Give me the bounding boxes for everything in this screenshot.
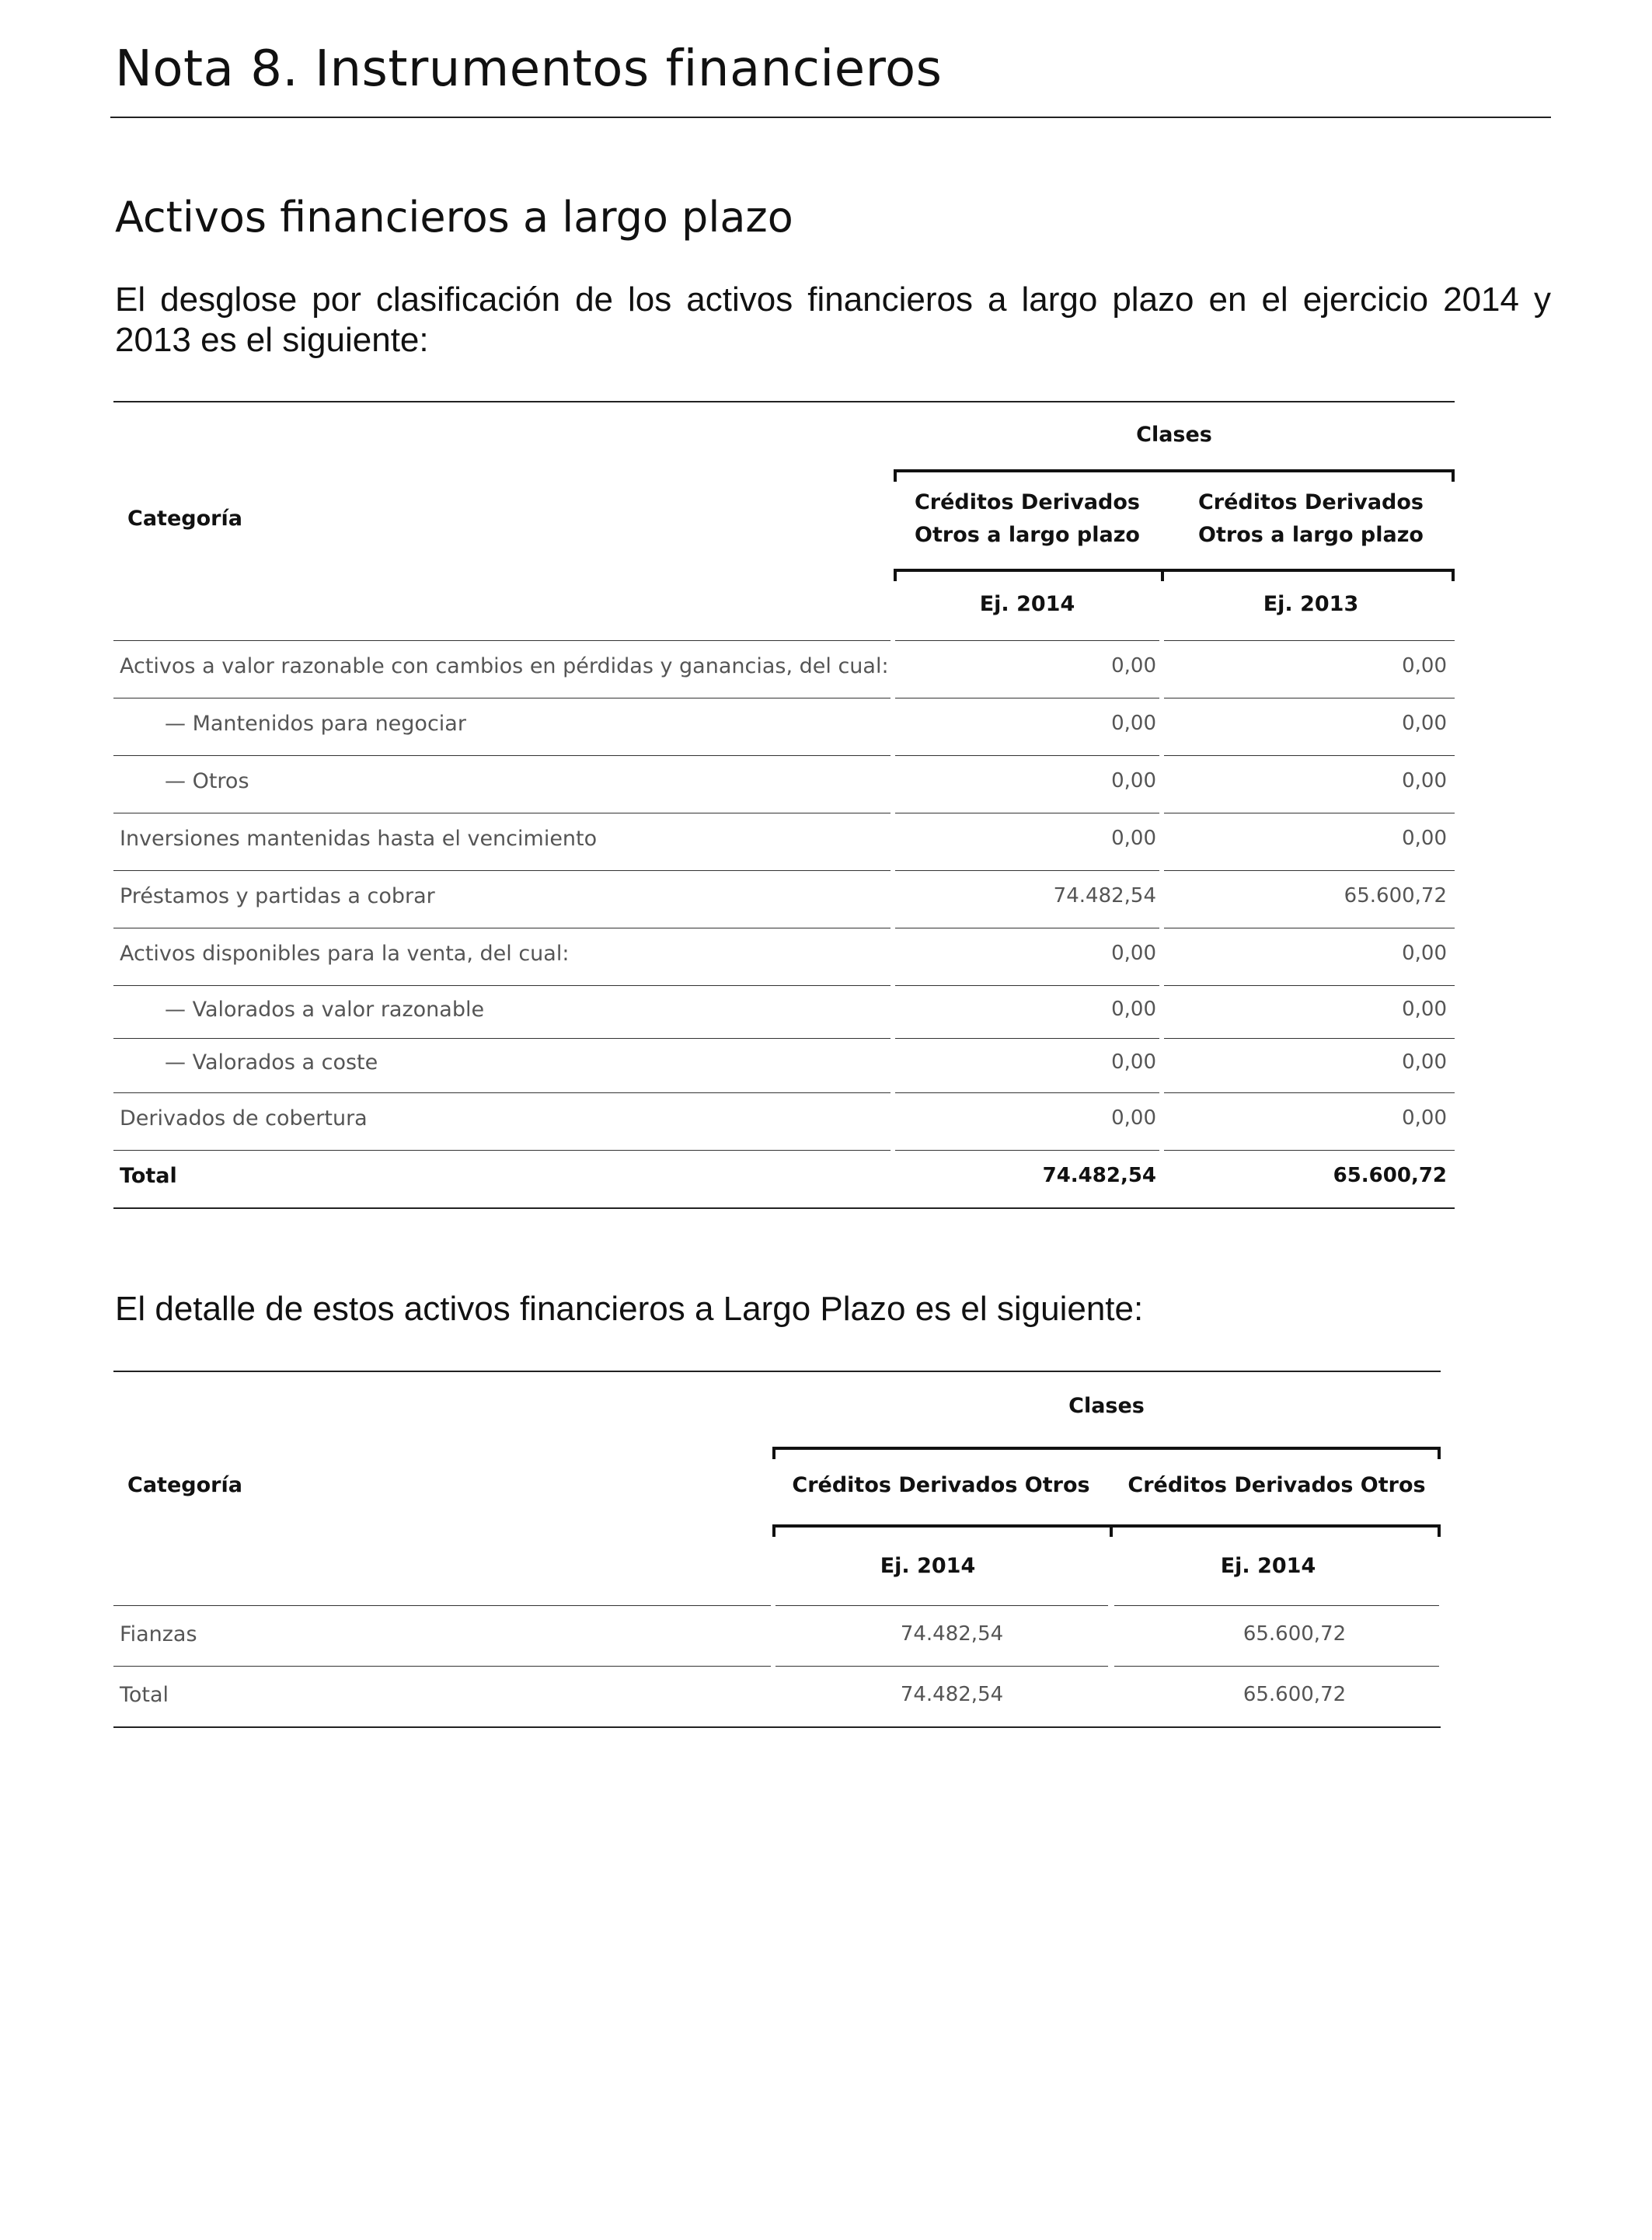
intro-paragraph: El desglose por clasificación de los activos financieros a largo plazo en el ejercicio 2014 y 2013 es el siguiente: — [115, 280, 1551, 359]
row-label: — Otros — [165, 769, 249, 793]
value-col2: 65.600,72 — [1242, 1683, 1347, 1706]
row-label: Fianzas — [120, 1622, 197, 1646]
col-header-2: Créditos Derivados Otros — [1127, 1473, 1426, 1497]
row-divider — [113, 870, 890, 871]
table-bottom-rule — [113, 1726, 1441, 1728]
row-divider — [1164, 1092, 1455, 1093]
year-header-2: Ej. 2014 — [1220, 1554, 1316, 1578]
year-bracket-split — [1110, 1524, 1113, 1537]
col-header-line1: Créditos Derivados — [1197, 490, 1424, 514]
row-label: Derivados de cobertura — [120, 1106, 368, 1130]
value-2013: 0,00 — [1402, 654, 1447, 678]
row-label: Activos disponibles para la venta, del cual: — [120, 942, 570, 966]
year-bracket — [772, 1524, 1441, 1537]
row-divider — [1164, 755, 1455, 756]
value-2014: 0,00 — [1111, 998, 1156, 1021]
value-2013: 0,00 — [1402, 712, 1447, 735]
value-2013: 0,00 — [1402, 1106, 1447, 1130]
row-divider — [895, 755, 1159, 756]
year-header-2013: Ej. 2013 — [1263, 592, 1359, 616]
total-label: Total — [120, 1164, 177, 1188]
value-2014: 0,00 — [1111, 1106, 1156, 1130]
row-label: — Mantenidos para negociar — [165, 712, 466, 736]
row-divider — [1114, 1605, 1439, 1606]
row-label: Activos a valor razonable con cambios en pérdidas y ganancias, del cual: — [120, 654, 889, 678]
value-col2: 65.600,72 — [1242, 1622, 1347, 1646]
row-divider — [113, 1038, 890, 1039]
row-divider — [113, 1092, 890, 1093]
row-divider — [113, 985, 890, 986]
value-2014: 0,00 — [1111, 769, 1156, 793]
row-divider — [775, 1666, 1108, 1667]
col-header-2014 — [894, 486, 1161, 552]
row-divider — [895, 1092, 1159, 1093]
row-label: Préstamos y partidas a cobrar — [120, 884, 435, 908]
value-2014: 0,00 — [1111, 827, 1156, 850]
row-divider — [775, 1605, 1108, 1606]
value-2013: 0,00 — [1402, 942, 1447, 965]
title-divider — [110, 117, 1551, 118]
table-bottom-rule — [113, 1207, 1455, 1209]
row-label: — Valorados a valor razonable — [165, 998, 485, 1022]
classes-bracket — [894, 469, 1455, 482]
category-header: Categoría — [127, 507, 242, 531]
row-divider — [895, 640, 1159, 641]
value-2013: 0,00 — [1402, 827, 1447, 850]
detail-paragraph: El detalle de estos activos financieros a Largo Plazo es el siguiente: — [115, 1290, 1144, 1328]
row-divider — [113, 755, 890, 756]
row-divider — [1164, 1038, 1455, 1039]
classes-header: Clases — [1136, 423, 1212, 447]
row-divider — [1164, 640, 1455, 641]
value-2014: 74.482,54 — [1053, 884, 1156, 907]
value-2014: 0,00 — [1111, 1050, 1156, 1074]
section-title: Activos financieros a largo plazo — [115, 193, 793, 242]
row-label: — Valorados a coste — [165, 1050, 378, 1075]
row-divider — [113, 640, 890, 641]
row-divider — [113, 1150, 890, 1151]
table-top-rule — [113, 401, 1455, 402]
row-divider — [1114, 1666, 1439, 1667]
value-2014: 0,00 — [1111, 712, 1156, 735]
year-header-1: Ej. 2014 — [880, 1554, 976, 1578]
row-divider — [1164, 985, 1455, 986]
row-divider — [895, 1038, 1159, 1039]
value-2014: 0,00 — [1111, 942, 1156, 965]
value-2014: 0,00 — [1111, 654, 1156, 678]
row-label: Total — [120, 1683, 169, 1707]
row-divider — [895, 1150, 1159, 1151]
value-col1: 74.482,54 — [900, 1683, 1004, 1706]
row-divider — [895, 870, 1159, 871]
row-divider — [113, 1605, 771, 1606]
page-title: Nota 8. Instrumentos financieros — [115, 40, 943, 98]
value-2013: 0,00 — [1402, 1050, 1447, 1074]
col-header-line1: Créditos Derivados — [914, 490, 1140, 514]
value-2013: 0,00 — [1402, 998, 1447, 1021]
value-col1: 74.482,54 — [900, 1622, 1004, 1646]
total-2014: 74.482,54 — [1042, 1164, 1156, 1187]
value-2013: 65.600,72 — [1344, 884, 1447, 907]
value-2013: 0,00 — [1402, 769, 1447, 793]
row-divider — [895, 985, 1159, 986]
row-divider — [1164, 1150, 1455, 1151]
row-label: Inversiones mantenidas hasta el vencimiento — [120, 827, 598, 851]
col-header-1: Créditos Derivados Otros — [792, 1473, 1090, 1497]
col-header-line2: Otros a largo plazo — [915, 523, 1140, 547]
year-bracket-split — [1161, 569, 1164, 581]
classes-bracket — [772, 1447, 1441, 1459]
col-header-line2: Otros a largo plazo — [1198, 523, 1424, 547]
row-divider — [1164, 870, 1455, 871]
table-top-rule — [113, 1371, 1441, 1372]
category-header: Categoría — [127, 1473, 242, 1497]
col-header-2013 — [1167, 486, 1455, 552]
year-header-2014: Ej. 2014 — [979, 592, 1075, 616]
classes-header: Clases — [1068, 1394, 1145, 1418]
total-2013: 65.600,72 — [1333, 1164, 1447, 1187]
row-divider — [113, 1666, 771, 1667]
year-bracket — [894, 569, 1455, 581]
